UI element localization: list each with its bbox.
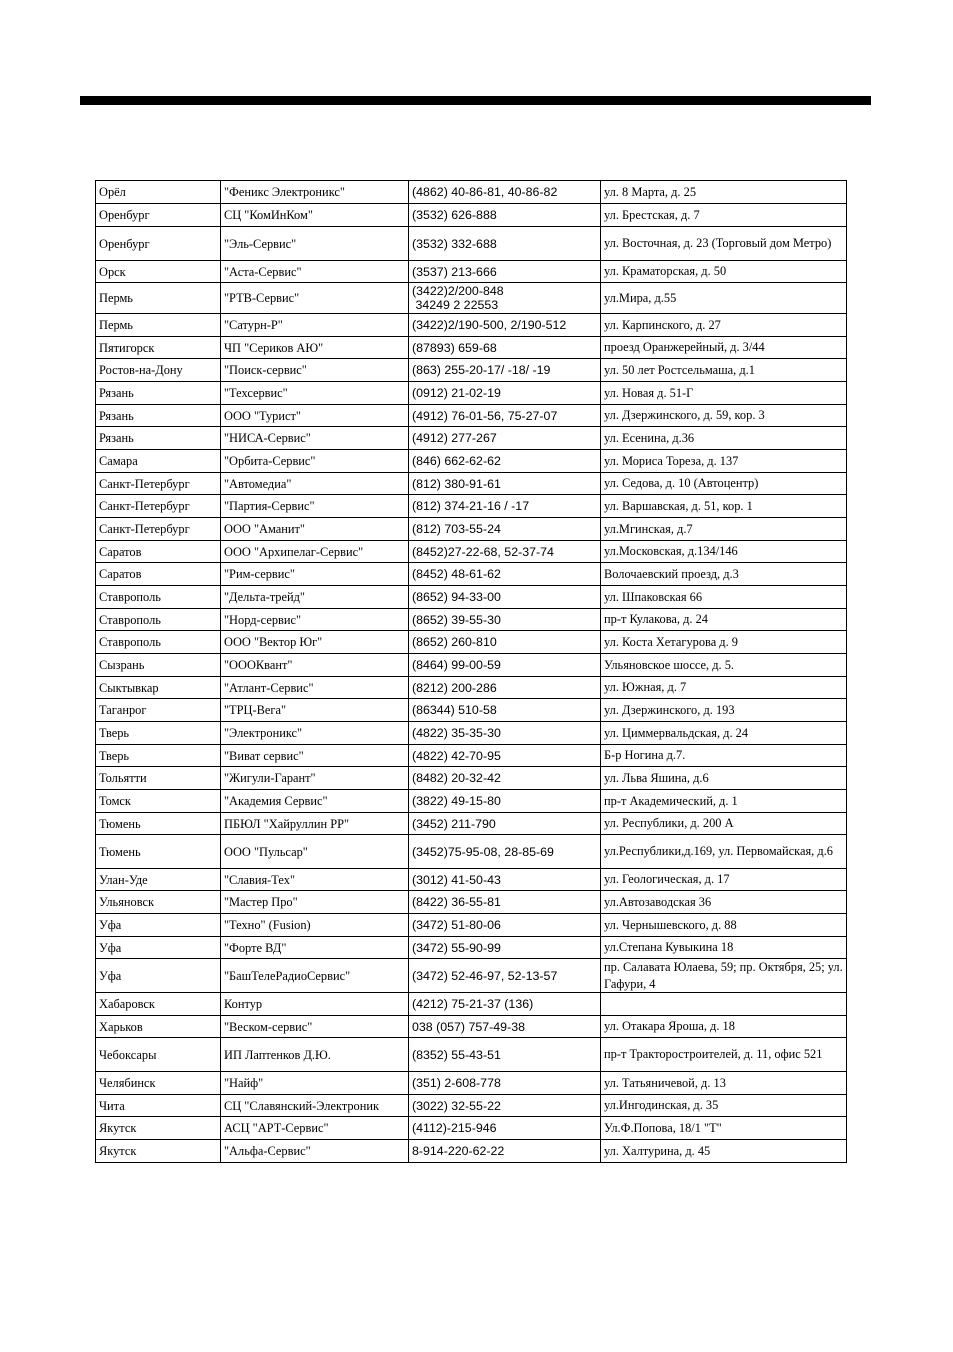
city-cell: Тюмень xyxy=(96,813,221,835)
table-row xyxy=(96,790,847,813)
company-cell: "ОООКвант" xyxy=(221,654,409,677)
company-cell: ООО "Архипелаг-Сервис" xyxy=(221,541,409,563)
address-cell: ул.Ингодинская, д. 35 xyxy=(601,1095,847,1117)
company-cell: "Веском-сервис" xyxy=(221,1016,409,1038)
city-cell: Тверь xyxy=(96,722,221,745)
service-centers-table xyxy=(95,180,847,1163)
company-cell: "Рим-сервис" xyxy=(221,563,409,586)
city-cell: Рязань xyxy=(96,405,221,427)
address-cell: ул. Новая д. 51-Г xyxy=(601,382,847,405)
table-row xyxy=(96,227,847,261)
table-row xyxy=(96,283,847,314)
company-cell: "Электроникс" xyxy=(221,722,409,745)
phone-cell: (4912) 76-01-56, 75-27-07 xyxy=(409,405,601,427)
address-cell: ул. Мориса Тореза, д. 137 xyxy=(601,450,847,473)
company-cell: "Техсервис" xyxy=(221,382,409,405)
table-row xyxy=(96,654,847,677)
address-cell: ул.Мгинская, д.7 xyxy=(601,518,847,541)
city-cell: Тверь xyxy=(96,745,221,767)
phone-cell: (4822) 42-70-95 xyxy=(409,745,601,767)
address-cell: ул. Геологическая, д. 17 xyxy=(601,869,847,891)
table-row xyxy=(96,427,847,450)
phone-cell: (3422)2/200-848 34249 2 22553 xyxy=(409,283,601,314)
address-cell: пр-т Кулакова, д. 24 xyxy=(601,609,847,631)
company-cell: "Виват сервис" xyxy=(221,745,409,767)
company-cell: "Академия Сервис" xyxy=(221,790,409,813)
city-cell: Ставрополь xyxy=(96,631,221,654)
address-cell: ул. Циммервальдская, д. 24 xyxy=(601,722,847,745)
header-rule xyxy=(80,96,871,105)
address-cell: пр-т Тракторостроителей, д. 11, офис 521 xyxy=(601,1038,847,1072)
table-row xyxy=(96,1072,847,1095)
city-cell: Улан-Уде xyxy=(96,869,221,891)
company-cell: "БашТелеРадиоСервис" xyxy=(221,959,409,993)
city-cell: Сызрань xyxy=(96,654,221,677)
company-cell: "ТРЦ-Вега" xyxy=(221,699,409,722)
table-row xyxy=(96,1038,847,1072)
table-row xyxy=(96,405,847,427)
city-cell: Тольятти xyxy=(96,767,221,790)
city-cell: Санкт-Петербург xyxy=(96,495,221,518)
city-cell: Сыктывкар xyxy=(96,677,221,699)
phone-cell: (812) 703-55-24 xyxy=(409,518,601,541)
address-cell: ул. Дзержинского, д. 59, кор. 3 xyxy=(601,405,847,427)
company-cell: "Мастер Про" xyxy=(221,891,409,914)
city-cell: Оренбург xyxy=(96,204,221,227)
address-cell: ул. Карпинского, д. 27 xyxy=(601,314,847,337)
city-cell: Оренбург xyxy=(96,227,221,261)
phone-cell: (8652) 94-33-00 xyxy=(409,586,601,609)
city-cell: Якутск xyxy=(96,1117,221,1140)
table-row xyxy=(96,767,847,790)
table-row xyxy=(96,359,847,382)
city-cell: Хабаровск xyxy=(96,993,221,1016)
company-cell: "Альфа-Сервис" xyxy=(221,1140,409,1163)
address-cell: ул. Отакара Яроша, д. 18 xyxy=(601,1016,847,1038)
phone-cell: (3472) 52-46-97, 52-13-57 xyxy=(409,959,601,993)
address-cell: ул.Мира, д.55 xyxy=(601,283,847,314)
address-cell: ул.Степана Кувыкина 18 xyxy=(601,937,847,959)
phone-cell: (8652) 39-55-30 xyxy=(409,609,601,631)
table-row xyxy=(96,937,847,959)
city-cell: Саратов xyxy=(96,541,221,563)
address-cell: пр-т Академический, д. 1 xyxy=(601,790,847,813)
table-row xyxy=(96,631,847,654)
city-cell: Харьков xyxy=(96,1016,221,1038)
company-cell: "НИСА-Сервис" xyxy=(221,427,409,450)
address-cell: ул. 8 Марта, д. 25 xyxy=(601,181,847,204)
table-row xyxy=(96,261,847,283)
address-cell: Волочаевский проезд, д.3 xyxy=(601,563,847,586)
city-cell: Пермь xyxy=(96,314,221,337)
address-cell: ул.Республики,д.169, ул. Первомайская, д.6 xyxy=(601,835,847,869)
company-cell: Контур xyxy=(221,993,409,1016)
address-cell: Ул.Ф.Попова, 18/1 "Т" xyxy=(601,1117,847,1140)
company-cell: "Форте ВД" xyxy=(221,937,409,959)
city-cell: Якутск xyxy=(96,1140,221,1163)
phone-cell: (8422) 36-55-81 xyxy=(409,891,601,914)
city-cell: Санкт-Петербург xyxy=(96,473,221,495)
company-cell: "Эль-Сервис" xyxy=(221,227,409,261)
city-cell: Рязань xyxy=(96,427,221,450)
table-row xyxy=(96,914,847,937)
address-cell: ул. Седова, д. 10 (Автоцентр) xyxy=(601,473,847,495)
table-row xyxy=(96,813,847,835)
table-row xyxy=(96,314,847,337)
address-cell: Ульяновское шоссе, д. 5. xyxy=(601,654,847,677)
table-row xyxy=(96,337,847,359)
city-cell: Чебоксары xyxy=(96,1038,221,1072)
phone-cell: (351) 2-608-778 xyxy=(409,1072,601,1095)
phone-cell: (3532) 332-688 xyxy=(409,227,601,261)
phone-cell: (863) 255-20-17/ -18/ -19 xyxy=(409,359,601,382)
phone-cell: (3012) 41-50-43 xyxy=(409,869,601,891)
city-cell: Орёл xyxy=(96,181,221,204)
phone-cell: (3452)75-95-08, 28-85-69 xyxy=(409,835,601,869)
phone-cell: (8482) 20-32-42 xyxy=(409,767,601,790)
phone-cell: (8652) 260-810 xyxy=(409,631,601,654)
table-row xyxy=(96,869,847,891)
company-cell: "Партия-Сервис" xyxy=(221,495,409,518)
phone-cell: 038 (057) 757-49-38 xyxy=(409,1016,601,1038)
city-cell: Уфа xyxy=(96,937,221,959)
address-cell: ул. Татьяничевой, д. 13 xyxy=(601,1072,847,1095)
table-row xyxy=(96,959,847,993)
city-cell: Уфа xyxy=(96,959,221,993)
address-cell: проезд Оранжерейный, д. 3/44 xyxy=(601,337,847,359)
address-cell: ул. Шпаковская 66 xyxy=(601,586,847,609)
company-cell: СЦ "Славянский-Электроник xyxy=(221,1095,409,1117)
city-cell: Пермь xyxy=(96,283,221,314)
address-cell: Б-р Ногина д.7. xyxy=(601,745,847,767)
company-cell: "Аста-Сервис" xyxy=(221,261,409,283)
phone-cell: (8352) 55-43-51 xyxy=(409,1038,601,1072)
table-row xyxy=(96,891,847,914)
table-row xyxy=(96,450,847,473)
address-cell: ул. 50 лет Ростсельмаша, д.1 xyxy=(601,359,847,382)
table-row xyxy=(96,745,847,767)
table-row xyxy=(96,1117,847,1140)
company-cell: "Атлант-Сервис" xyxy=(221,677,409,699)
city-cell: Тюмень xyxy=(96,835,221,869)
table-row xyxy=(96,1095,847,1117)
phone-cell: (4862) 40-86-81, 40-86-82 xyxy=(409,181,601,204)
phone-cell: (8452)27-22-68, 52-37-74 xyxy=(409,541,601,563)
table-row xyxy=(96,382,847,405)
phone-cell: (4822) 35-35-30 xyxy=(409,722,601,745)
phone-cell: (3537) 213-666 xyxy=(409,261,601,283)
city-cell: Пятигорск xyxy=(96,337,221,359)
city-cell: Томск xyxy=(96,790,221,813)
city-cell: Саратов xyxy=(96,563,221,586)
company-cell: "Сатурн-Р" xyxy=(221,314,409,337)
phone-cell: (4212) 75-21-37 (136) xyxy=(409,993,601,1016)
company-cell: "Жигули-Гарант" xyxy=(221,767,409,790)
company-cell: ООО "Аманит" xyxy=(221,518,409,541)
phone-cell: (812) 380-91-61 xyxy=(409,473,601,495)
company-cell: СЦ "КомИнКом" xyxy=(221,204,409,227)
table-row xyxy=(96,835,847,869)
table-row xyxy=(96,586,847,609)
table-row xyxy=(96,609,847,631)
company-cell: ПБЮЛ "Хайруллин РР" xyxy=(221,813,409,835)
phone-cell: (86344) 510-58 xyxy=(409,699,601,722)
company-cell: "Поиск-сервис" xyxy=(221,359,409,382)
company-cell: ООО "Пульсар" xyxy=(221,835,409,869)
address-cell: пр. Салавата Юлаева, 59; пр. Октября, 25; ул. Гафури, 4 xyxy=(601,959,847,993)
phone-cell: (8464) 99-00-59 xyxy=(409,654,601,677)
table-row xyxy=(96,722,847,745)
phone-cell: (3472) 55-90-99 xyxy=(409,937,601,959)
address-cell: ул. Восточная, д. 23 (Торговый дом Метро) xyxy=(601,227,847,261)
table-row xyxy=(96,495,847,518)
city-cell: Самара xyxy=(96,450,221,473)
phone-cell: (8452) 48-61-62 xyxy=(409,563,601,586)
company-cell: "Техно" (Fusion) xyxy=(221,914,409,937)
phone-cell: 8-914-220-62-22 xyxy=(409,1140,601,1163)
phone-cell: (8212) 200-286 xyxy=(409,677,601,699)
address-cell: ул. Есенина, д.36 xyxy=(601,427,847,450)
phone-cell: (3422)2/190-500, 2/190-512 xyxy=(409,314,601,337)
address-cell: ул. Варшавская, д. 51, кор. 1 xyxy=(601,495,847,518)
company-cell: "РТВ-Сервис" xyxy=(221,283,409,314)
company-cell: "Дельта-трейд" xyxy=(221,586,409,609)
address-cell: ул. Южная, д. 7 xyxy=(601,677,847,699)
address-cell: ул. Чернышевского, д. 88 xyxy=(601,914,847,937)
phone-cell: (3822) 49-15-80 xyxy=(409,790,601,813)
city-cell: Орск xyxy=(96,261,221,283)
company-cell: ООО "Турист" xyxy=(221,405,409,427)
table-row xyxy=(96,518,847,541)
city-cell: Уфа xyxy=(96,914,221,937)
city-cell: Таганрог xyxy=(96,699,221,722)
city-cell: Ульяновск xyxy=(96,891,221,914)
address-cell: ул.Автозаводская 36 xyxy=(601,891,847,914)
phone-cell: (87893) 659-68 xyxy=(409,337,601,359)
phone-cell: (812) 374-21-16 / -17 xyxy=(409,495,601,518)
company-cell: ООО "Вектор Юг" xyxy=(221,631,409,654)
company-cell: "Норд-сервис" xyxy=(221,609,409,631)
table-row xyxy=(96,181,847,204)
address-cell: ул. Республики, д. 200 А xyxy=(601,813,847,835)
company-cell: "Найф" xyxy=(221,1072,409,1095)
table-row xyxy=(96,473,847,495)
company-cell: "Феникс Электроникс" xyxy=(221,181,409,204)
phone-cell: (3022) 32-55-22 xyxy=(409,1095,601,1117)
phone-cell: (4912) 277-267 xyxy=(409,427,601,450)
table-row xyxy=(96,1140,847,1163)
phone-cell: (0912) 21-02-19 xyxy=(409,382,601,405)
table-row xyxy=(96,1016,847,1038)
table-row xyxy=(96,563,847,586)
table-row xyxy=(96,993,847,1016)
address-cell: ул. Дзержинского, д. 193 xyxy=(601,699,847,722)
city-cell: Чита xyxy=(96,1095,221,1117)
table-row xyxy=(96,677,847,699)
company-cell: "Славия-Тех" xyxy=(221,869,409,891)
company-cell: "Орбита-Сервис" xyxy=(221,450,409,473)
city-cell: Ставрополь xyxy=(96,609,221,631)
address-cell: ул. Льва Яшина, д.6 xyxy=(601,767,847,790)
address-cell: ул.Московская, д.134/146 xyxy=(601,541,847,563)
company-cell: ЧП "Сериков АЮ" xyxy=(221,337,409,359)
address-cell: ул. Брестская, д. 7 xyxy=(601,204,847,227)
phone-cell: (3472) 51-80-06 xyxy=(409,914,601,937)
address-cell xyxy=(601,993,847,1016)
phone-cell: (3532) 626-888 xyxy=(409,204,601,227)
address-cell: ул. Краматорская, д. 50 xyxy=(601,261,847,283)
phone-cell: (4112)-215-946 xyxy=(409,1117,601,1140)
company-cell: АСЦ "АРТ-Сервис" xyxy=(221,1117,409,1140)
table-body xyxy=(96,181,847,1163)
company-cell: ИП Лаптенков Д.Ю. xyxy=(221,1038,409,1072)
city-cell: Санкт-Петербург xyxy=(96,518,221,541)
address-cell: ул. Халтурина, д. 45 xyxy=(601,1140,847,1163)
phone-cell: (846) 662-62-62 xyxy=(409,450,601,473)
table-row xyxy=(96,699,847,722)
city-cell: Рязань xyxy=(96,382,221,405)
city-cell: Ростов-на-Дону xyxy=(96,359,221,382)
phone-cell: (3452) 211-790 xyxy=(409,813,601,835)
table-row xyxy=(96,541,847,563)
address-cell: ул. Коста Хетагурова д. 9 xyxy=(601,631,847,654)
company-cell: "Автомедиа" xyxy=(221,473,409,495)
city-cell: Ставрополь xyxy=(96,586,221,609)
city-cell: Челябинск xyxy=(96,1072,221,1095)
table-row xyxy=(96,204,847,227)
